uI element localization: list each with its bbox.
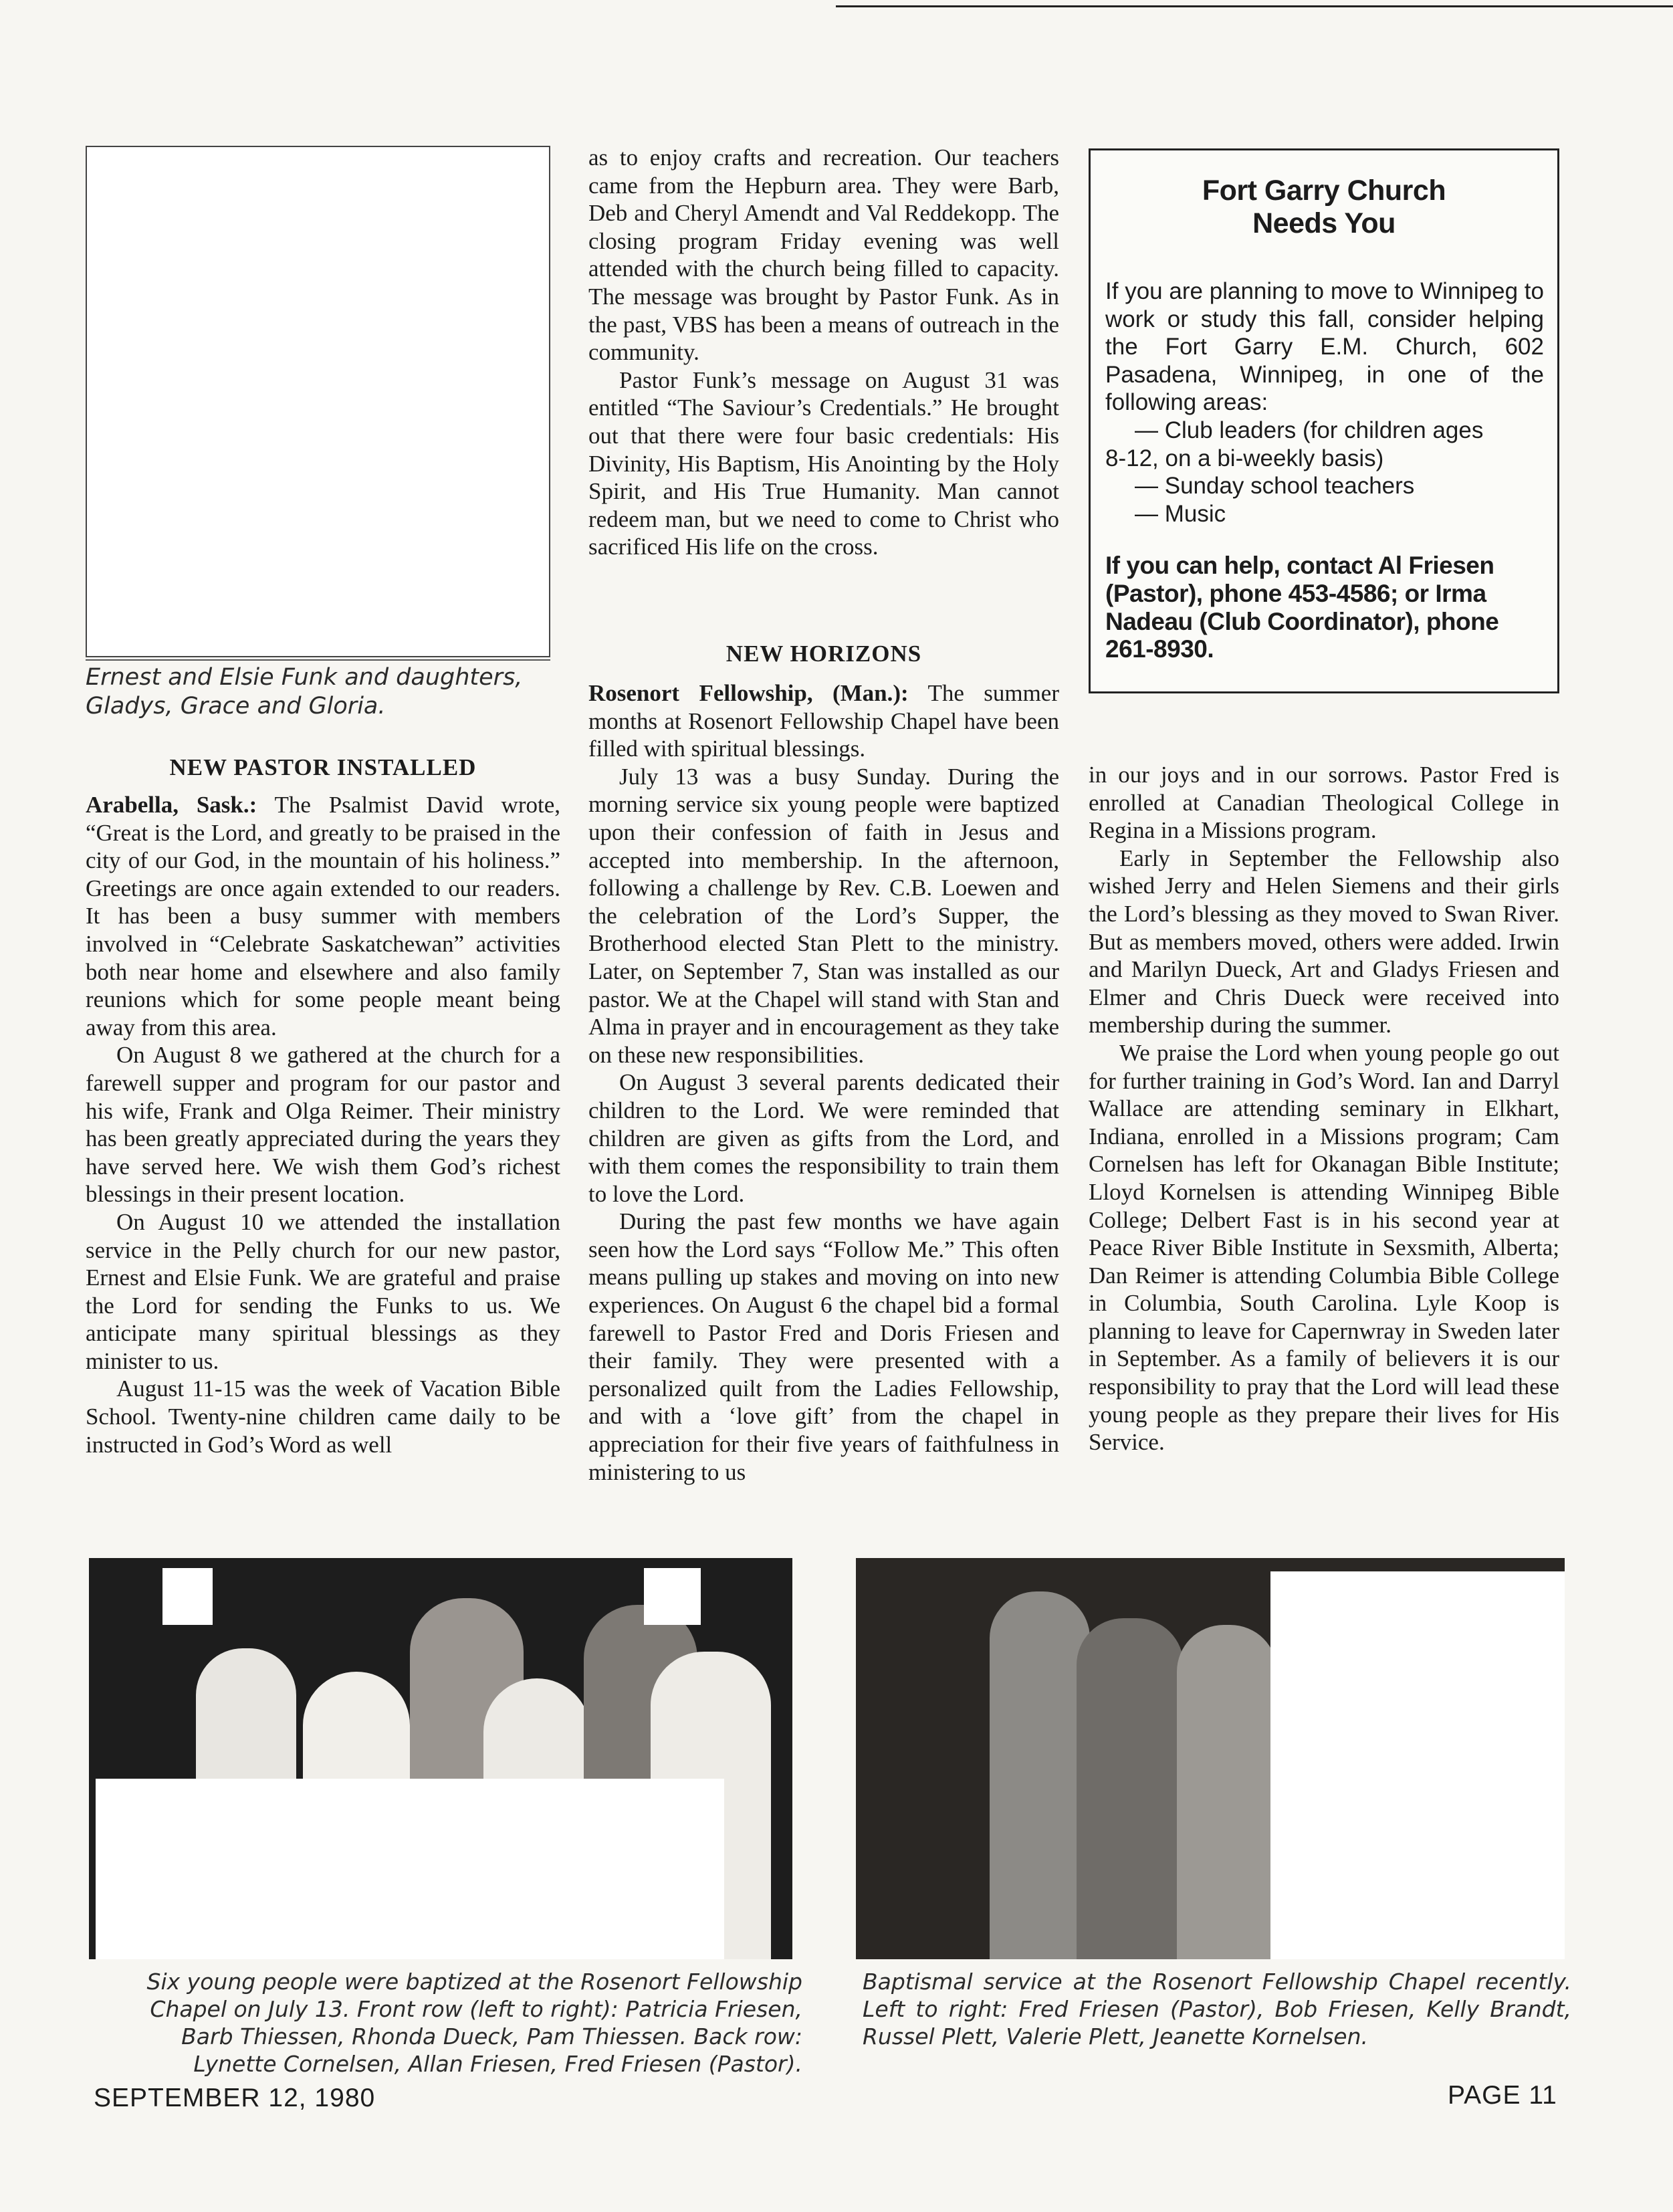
funk-photo-caption: Ernest and Elsie Funk and daughters, Gladys, Grace and Gloria. xyxy=(86,664,523,720)
funk-family-photo xyxy=(86,146,550,657)
notice-intro: If you are planning to move to Winnipeg to work or study this fall, consider helping the Fort Garry E.M. Church, 602 Pasadena, Winnipeg, in one of the following areas: xyxy=(1105,278,1544,416)
baptized-youth-photo xyxy=(89,1558,792,1959)
right-photo-caption: Baptismal service at the Rosenort Fellowship Chapel recently. Left to right: Fred Friesen (Pastor), Bob Friesen, Kelly Brandt, Russel Plett, Valerie Plett, Jeanette Kornelsen. xyxy=(863,1969,1571,2050)
issue-date: SEPTEMBER 12, 1980 xyxy=(94,2084,376,2112)
page-number: PAGE 11 xyxy=(1448,2081,1557,2110)
section1-heading: NEW PASTOR INSTALLED xyxy=(169,754,477,780)
photo-figure xyxy=(1077,1618,1184,1959)
baptismal-service-photo xyxy=(856,1558,1565,1959)
section1-body xyxy=(86,791,560,1458)
top-rule xyxy=(836,5,1673,7)
section1-para-1: Arabella, Sask.: The Psalmist David wrote, “Great is the Lord, and greatly to be praised in the city of our God, in the mountain of his holiness.” Greetings are once again extended to our readers. It has been a busy summer with members involved in “Celebrate Saskatchewan” activities both near home and elsewhere and also family reunions which for some people meant being away from this area. xyxy=(86,792,560,1040)
photo-figure xyxy=(1177,1625,1277,1959)
photo-underline xyxy=(86,659,550,661)
section2-para-2: July 13 was a busy Sunday. During the morning service six young people were baptized upon their confession of faith in Jesus and accepted into membership. In the afternoon, following a challenge by Rev. C.B. Loewen and the celebration of the Lord’s Supper, the Brotherhood elected Stan Plett to the ministry. Later, on September 7, Stan was installed as our pastor. We at the Chapel will stand with Stan and Alma in prayer and in encouragement as they take on these new responsibilities. xyxy=(588,763,1059,1068)
section2-para-1: Rosenort Fellowship, (Man.): The summer months at Rosenort Fellowship Chapel have been filled with spiritual blessings. xyxy=(588,680,1060,762)
photo-redaction xyxy=(162,1568,213,1625)
section2-place: Rosenort Fellowship, (Man.): xyxy=(588,680,909,706)
notice-item: — Club leaders (for children ages xyxy=(1135,417,1484,443)
fort-garry-notice-box xyxy=(1089,148,1559,693)
left-photo-caption: Six young people were baptized at the Rosenort Fellowship Chapel on July 13. Front row (left to right): Patricia Friesen, Barb Thiessen, Rhonda Dueck, Pam Thiessen. Back row: Lynette Cornelsen, Allan Friesen, Fred Friesen (Pastor). xyxy=(146,1969,802,2077)
notice-title: Fort Garry Church Needs You xyxy=(1202,175,1446,239)
notice-item: — Music xyxy=(1135,500,1226,527)
photo-figure xyxy=(990,1591,1090,1959)
section2-para-3: On August 3 several parents dedicated their children to the Lord. We were reminded that children are given as gifts from the Lord, and with them comes the responsibility to train them to love the Lord. xyxy=(588,1069,1059,1207)
col2-para-1: as to enjoy crafts and recreation. Our teachers came from the Hepburn area. They were Barb, Deb and Cheryl Amendt and Val Reddekopp. The closing program Friday evening was well attended with the church being filled to capacity. The message was brought by Pastor Funk. As in the past, VBS has been a means of outreach in the community. xyxy=(588,144,1059,366)
col3-para-2: Early in September the Fellowship also wished Jerry and Helen Siemens and their girls the Lord’s blessing as they moved to Swan River. But as members moved, others were added. Irwin and Marilyn Dueck, Art and Gladys Friesen and Elmer and Chris Dueck were received into membership during the summer. xyxy=(1089,845,1559,1038)
photo-redaction xyxy=(644,1568,701,1625)
notice-body xyxy=(1105,278,1544,528)
photo-redaction xyxy=(1270,1571,1565,1959)
col3-para-1: in our joys and in our sorrows. Pastor Fred is enrolled at Canadian Theological College in Regina in a Missions program. xyxy=(1089,762,1559,844)
section1-para-4: August 11-15 was the week of Vacation Bible School. Twenty-nine children came daily to be instructed in God’s Word as well xyxy=(86,1375,560,1458)
notice-item: 8-12, on a bi-weekly basis) xyxy=(1105,445,1384,471)
section1-para-3: On August 10 we attended the installation service in the Pelly church for our new pastor, Ernest and Elsie Funk. We are grateful and praise the Lord for sending the Funks to us. We anticipate many spiritual blessings as they minister to us. xyxy=(86,1208,560,1374)
notice-contact: If you can help, contact Al Friesen (Pastor), phone 453-4586; or Irma Nadeau (Club Coordinator), phone 261-8930. xyxy=(1105,552,1499,663)
photo-redaction xyxy=(96,1779,724,1959)
section2-body xyxy=(588,679,1059,1486)
section2-heading: NEW HORIZONS xyxy=(726,641,922,667)
col3-body xyxy=(1089,761,1559,1456)
col2-para-2: Pastor Funk’s message on August 31 was entitled “The Saviour’s Credentials.” He brought out that there were four basic credentials: His Divinity, His Baptism, His Anointing by the Holy Spirit, and His True Humanity. Man cannot redeem man, but we need to come to Christ who sacrificed His life on the cross. xyxy=(588,366,1059,560)
col2-top-body xyxy=(588,144,1059,561)
section2-para-4: During the past few months we have again seen how the Lord says “Follow Me.” This often means pulling up stakes and moving on into new experiences. On August 6 the chapel bid a formal farewell to Pastor Fred and Doris Friesen and their family. They were presented with a personalized quilt from the Ladies Fellowship, and with a ‘love gift’ from the chapel in appreciation for their five years of faithfulness in ministering to us xyxy=(588,1208,1059,1485)
col3-para-3: We praise the Lord when young people go out for further training in God’s Word. Ian and Darryl Wallace are attending seminary in Elkhart, Indiana, enrolled in a Missions program; Cam Cornelsen has left for Okanagan Bible Institute; Lloyd Kornelsen is attending Winnipeg Bible College; Delbert Fast is in his second year at Peace River Bible Institute in Sexsmith, Alberta; Dan Reimer is attending Columbia Bible College in Columbia, South Carolina. Lyle Koop is planning to leave for Capernwray in Sweden later in September. As a family of believers it is our responsibility to pray that the Lord will lead these young people as they prepare their lives for His Service. xyxy=(1089,1039,1559,1456)
section1-para-2: On August 8 we gathered at the church for a farewell supper and program for our pastor and his wife, Frank and Olga Reimer. Their ministry has been greatly appreciated during the years they have served here. We wish them God’s richest blessings in their present location. xyxy=(86,1042,560,1208)
section1-place: Arabella, Sask.: xyxy=(86,792,257,818)
notice-item: — Sunday school teachers xyxy=(1135,473,1415,500)
